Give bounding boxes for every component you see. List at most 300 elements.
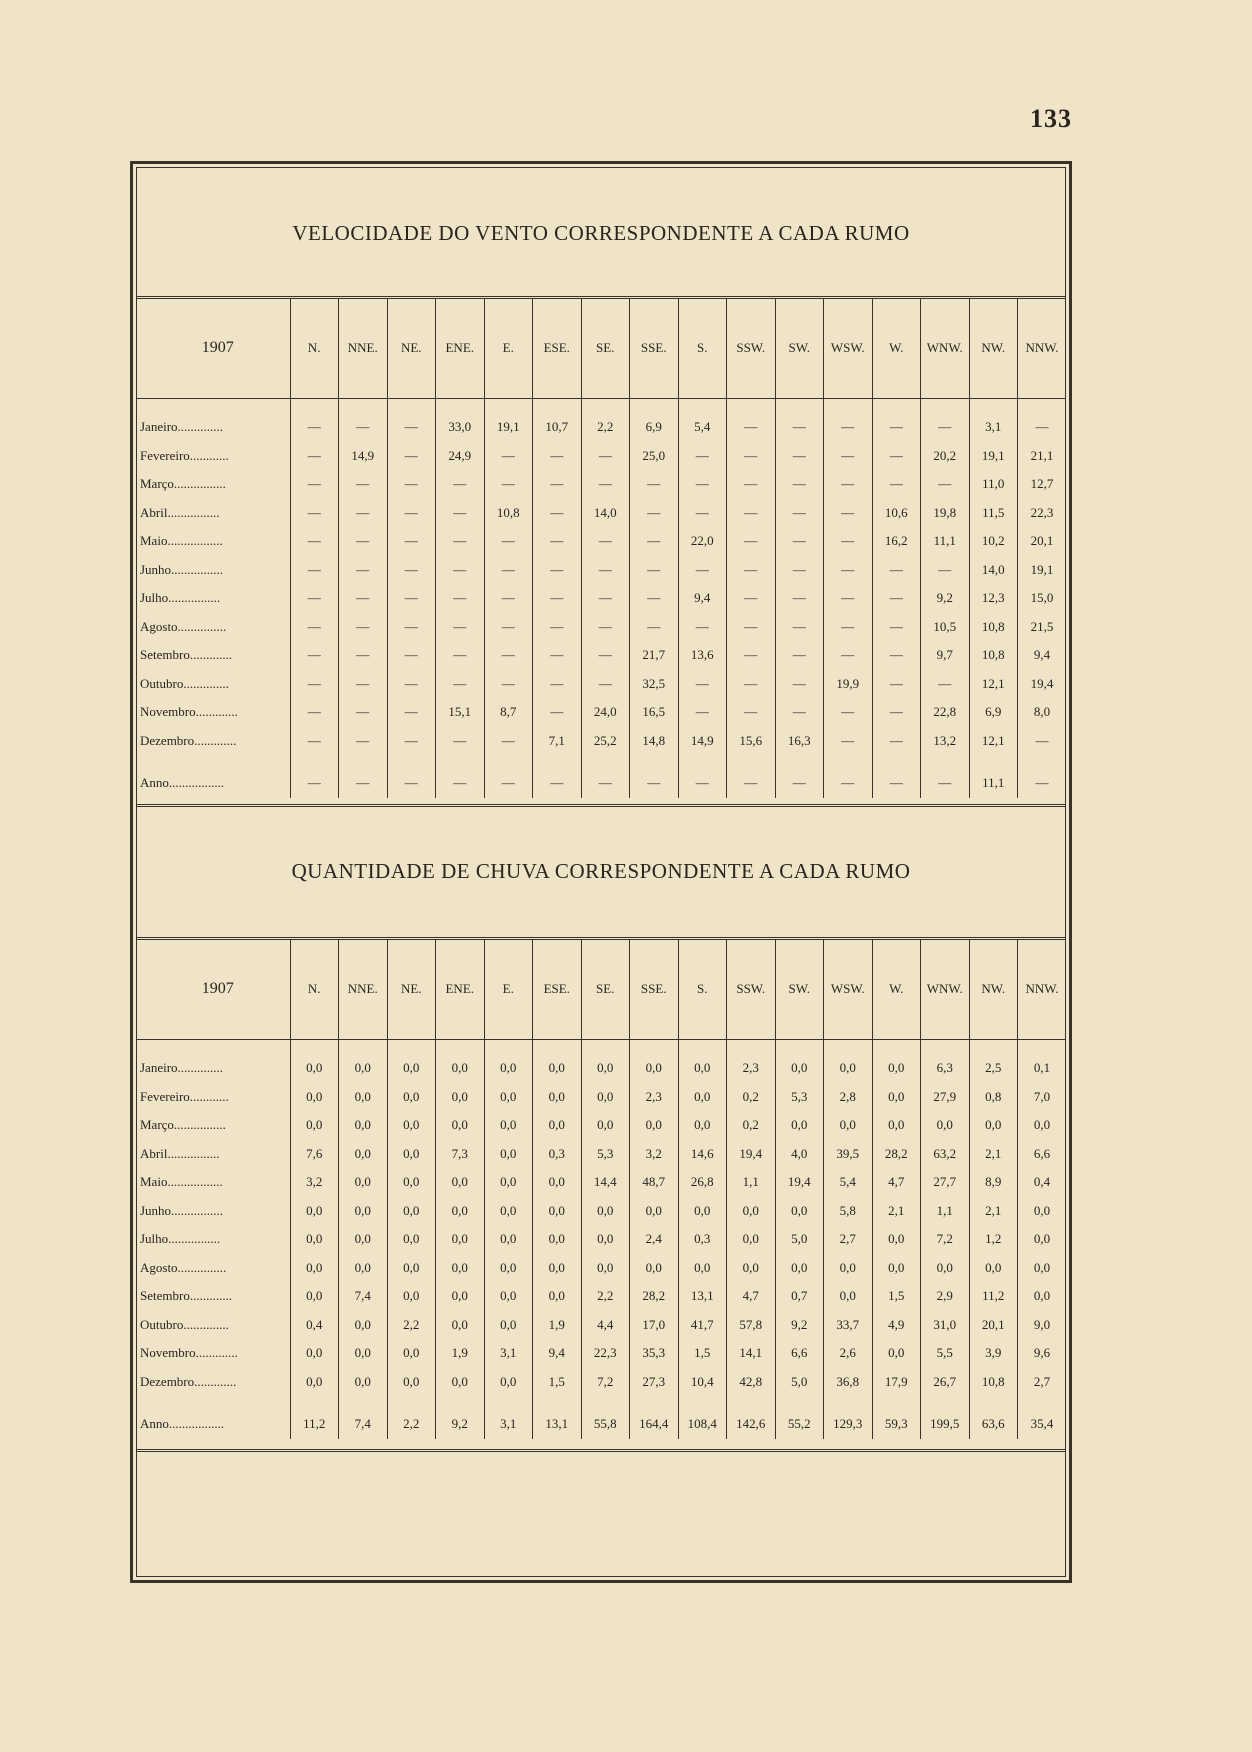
table-cell: — bbox=[775, 584, 824, 613]
rainfall-bottom-rule bbox=[136, 1449, 1066, 1452]
table-cell: 0,0 bbox=[339, 1368, 388, 1397]
table-cell: 9,2 bbox=[436, 1410, 485, 1439]
table-cell: 19,1 bbox=[969, 442, 1018, 471]
table-cell: 108,4 bbox=[678, 1410, 727, 1439]
table-cell: 0,0 bbox=[436, 1168, 485, 1197]
table-cell: — bbox=[290, 527, 339, 556]
table-cell: — bbox=[533, 499, 582, 528]
table-cell: 5,5 bbox=[921, 1339, 970, 1368]
table-row bbox=[136, 1054, 1066, 1083]
table-cell: — bbox=[1018, 727, 1067, 756]
table-cell: 14,1 bbox=[727, 1339, 776, 1368]
table-row bbox=[136, 1254, 1066, 1283]
table-cell: — bbox=[921, 556, 970, 585]
table-cell: 2,3 bbox=[727, 1054, 776, 1083]
table-cell: 63,6 bbox=[969, 1410, 1018, 1439]
table-row bbox=[136, 1368, 1066, 1397]
table-cell: — bbox=[387, 641, 436, 670]
table-cell: 0,0 bbox=[484, 1311, 533, 1340]
table-cell: — bbox=[436, 556, 485, 585]
table-cell: 2,9 bbox=[921, 1282, 970, 1311]
table-cell: 0,0 bbox=[1018, 1111, 1067, 1140]
table-cell: 0,0 bbox=[581, 1254, 630, 1283]
table-cell: — bbox=[436, 727, 485, 756]
table-cell: 0,0 bbox=[533, 1054, 582, 1083]
table-cell: — bbox=[678, 670, 727, 699]
table-cell: — bbox=[533, 769, 582, 798]
table-row bbox=[136, 1140, 1066, 1169]
table-cell: 0,0 bbox=[436, 1254, 485, 1283]
table-row bbox=[136, 1225, 1066, 1254]
table-cell: 0,3 bbox=[533, 1140, 582, 1169]
table-cell: — bbox=[872, 769, 921, 798]
table-cell: 11,1 bbox=[969, 769, 1018, 798]
table-cell: — bbox=[339, 584, 388, 613]
table-cell: 0,0 bbox=[387, 1282, 436, 1311]
table-cell: — bbox=[872, 556, 921, 585]
table-cell: 4,9 bbox=[872, 1311, 921, 1340]
table-row bbox=[136, 1083, 1066, 1112]
table-cell: 5,8 bbox=[824, 1197, 873, 1226]
table-cell: — bbox=[290, 698, 339, 727]
table-cell: 0,0 bbox=[387, 1140, 436, 1169]
table-cell: 1,9 bbox=[533, 1311, 582, 1340]
table-cell: 10,4 bbox=[678, 1368, 727, 1397]
table-cell: — bbox=[387, 698, 436, 727]
table-cell: 9,4 bbox=[533, 1339, 582, 1368]
table-cell: 9,4 bbox=[678, 584, 727, 613]
table-cell: 0,0 bbox=[484, 1140, 533, 1169]
table-cell: 13,2 bbox=[921, 727, 970, 756]
table-cell: 26,8 bbox=[678, 1168, 727, 1197]
table-cell: — bbox=[678, 769, 727, 798]
row-label: Anno................. bbox=[140, 1416, 225, 1432]
table-cell: 27,9 bbox=[921, 1083, 970, 1112]
row-label: Abril................ bbox=[140, 504, 220, 520]
table-cell: — bbox=[824, 470, 873, 499]
table-cell: — bbox=[533, 470, 582, 499]
table-cell: 10,8 bbox=[484, 499, 533, 528]
column-header: W. bbox=[872, 298, 921, 399]
table-cell: — bbox=[484, 442, 533, 471]
table-cell: 16,5 bbox=[630, 698, 679, 727]
row-label: Setembro............. bbox=[140, 1288, 233, 1304]
column-header: ENE. bbox=[436, 298, 485, 399]
table-cell: 0,0 bbox=[533, 1282, 582, 1311]
table-cell: — bbox=[630, 769, 679, 798]
column-header: NE. bbox=[387, 939, 436, 1040]
header-row bbox=[136, 298, 1066, 399]
table-cell: 0,8 bbox=[969, 1083, 1018, 1112]
table-cell: 6,9 bbox=[969, 698, 1018, 727]
rainfall-table bbox=[136, 939, 1066, 1439]
table-cell: — bbox=[290, 613, 339, 642]
table-cell: 35,3 bbox=[630, 1339, 679, 1368]
table-cell: 0,0 bbox=[678, 1111, 727, 1140]
table-cell: — bbox=[339, 670, 388, 699]
table-cell: 0,0 bbox=[290, 1083, 339, 1112]
column-header: E. bbox=[484, 298, 533, 399]
table-cell: 7,4 bbox=[339, 1410, 388, 1439]
table-cell: — bbox=[436, 769, 485, 798]
table-cell: 0,0 bbox=[630, 1254, 679, 1283]
table-cell: 0,0 bbox=[872, 1083, 921, 1112]
table-cell: 0,0 bbox=[533, 1111, 582, 1140]
table-cell: — bbox=[436, 470, 485, 499]
year-header: 1907 bbox=[201, 339, 234, 356]
table-cell: 25,0 bbox=[630, 442, 679, 471]
table-cell: — bbox=[678, 470, 727, 499]
column-header: NNW. bbox=[1018, 298, 1067, 399]
table-cell: 0,0 bbox=[339, 1083, 388, 1112]
table-cell: — bbox=[872, 442, 921, 471]
table-cell: — bbox=[339, 769, 388, 798]
table-cell: 10,8 bbox=[969, 1368, 1018, 1397]
table-cell: — bbox=[339, 413, 388, 442]
table-cell: — bbox=[533, 442, 582, 471]
table-cell: 0,0 bbox=[290, 1368, 339, 1397]
table-cell: 2,6 bbox=[824, 1339, 873, 1368]
column-header: W. bbox=[872, 939, 921, 1040]
table-cell: — bbox=[436, 584, 485, 613]
table-cell: — bbox=[678, 613, 727, 642]
table-cell: 5,3 bbox=[775, 1083, 824, 1112]
column-header: ESE. bbox=[533, 939, 582, 1040]
table-cell: 4,0 bbox=[775, 1140, 824, 1169]
table-cell: — bbox=[630, 556, 679, 585]
table-cell: — bbox=[484, 584, 533, 613]
table-cell: 57,8 bbox=[727, 1311, 776, 1340]
table-cell: 0,0 bbox=[290, 1111, 339, 1140]
year-header: 1907 bbox=[201, 980, 234, 997]
table-cell: 0,0 bbox=[581, 1054, 630, 1083]
table-cell: 0,0 bbox=[339, 1225, 388, 1254]
table-cell: — bbox=[824, 698, 873, 727]
table-cell: 0,0 bbox=[484, 1225, 533, 1254]
table-cell: 164,4 bbox=[630, 1410, 679, 1439]
table-cell: 2,2 bbox=[581, 1282, 630, 1311]
table-cell: 59,3 bbox=[872, 1410, 921, 1439]
column-header: N. bbox=[290, 939, 339, 1040]
table-cell: 41,7 bbox=[678, 1311, 727, 1340]
table-cell: 0,0 bbox=[484, 1054, 533, 1083]
table-cell: — bbox=[290, 556, 339, 585]
table-cell: — bbox=[872, 727, 921, 756]
table-cell: — bbox=[921, 470, 970, 499]
row-label: Março................ bbox=[140, 476, 226, 492]
table-cell: 10,8 bbox=[969, 613, 1018, 642]
column-header: SSE. bbox=[630, 939, 679, 1040]
column-header: SSE. bbox=[630, 298, 679, 399]
table-cell: — bbox=[484, 613, 533, 642]
column-header: SSW. bbox=[727, 298, 776, 399]
table-row bbox=[136, 1311, 1066, 1340]
table-cell: 21,7 bbox=[630, 641, 679, 670]
table-cell: 24,9 bbox=[436, 442, 485, 471]
row-label: Novembro............. bbox=[140, 1345, 238, 1361]
table-cell: — bbox=[290, 413, 339, 442]
total-row bbox=[136, 769, 1066, 798]
column-header: NE. bbox=[387, 298, 436, 399]
row-label: Setembro............. bbox=[140, 647, 233, 663]
table-cell: — bbox=[290, 727, 339, 756]
table-cell: — bbox=[436, 527, 485, 556]
table-cell: 0,0 bbox=[290, 1339, 339, 1368]
table-cell: 20,2 bbox=[921, 442, 970, 471]
row-label: Março................ bbox=[140, 1117, 226, 1133]
table-cell: — bbox=[678, 442, 727, 471]
column-header: NNE. bbox=[339, 939, 388, 1040]
table-cell: 129,3 bbox=[824, 1410, 873, 1439]
table-cell: — bbox=[436, 499, 485, 528]
table-cell: 0,0 bbox=[678, 1054, 727, 1083]
table-cell: — bbox=[290, 584, 339, 613]
row-label: Maio................. bbox=[140, 533, 223, 549]
table-cell: 2,1 bbox=[969, 1197, 1018, 1226]
table-cell: — bbox=[727, 470, 776, 499]
table-cell: — bbox=[727, 442, 776, 471]
table-cell: 16,3 bbox=[775, 727, 824, 756]
table-cell: — bbox=[484, 670, 533, 699]
table-cell: 0,0 bbox=[872, 1111, 921, 1140]
table-cell: 11,5 bbox=[969, 499, 1018, 528]
table-cell: 0,0 bbox=[339, 1311, 388, 1340]
table-cell: 7,1 bbox=[533, 727, 582, 756]
table-cell: 0,0 bbox=[533, 1168, 582, 1197]
table-cell: 19,8 bbox=[921, 499, 970, 528]
row-label: Dezembro............. bbox=[140, 732, 237, 748]
table-cell: 3,9 bbox=[969, 1339, 1018, 1368]
table-cell: — bbox=[727, 698, 776, 727]
table-cell: 0,0 bbox=[1018, 1197, 1067, 1226]
table-cell: 0,0 bbox=[484, 1254, 533, 1283]
table-cell: — bbox=[775, 413, 824, 442]
table-cell: 0,2 bbox=[727, 1111, 776, 1140]
table-cell: — bbox=[339, 727, 388, 756]
table-cell: — bbox=[727, 584, 776, 613]
table-cell: 13,6 bbox=[678, 641, 727, 670]
table-cell: 0,0 bbox=[824, 1282, 873, 1311]
table-cell: 19,4 bbox=[727, 1140, 776, 1169]
table-cell: — bbox=[387, 527, 436, 556]
table-row bbox=[136, 641, 1066, 670]
table-cell: — bbox=[387, 556, 436, 585]
wind-speed-title: VELOCIDADE DO VENTO CORRESPONDENTE A CADA RUMO bbox=[292, 221, 910, 245]
table-row bbox=[136, 413, 1066, 442]
table-cell: — bbox=[436, 641, 485, 670]
column-header: WSW. bbox=[824, 298, 873, 399]
table-cell: 7,2 bbox=[921, 1225, 970, 1254]
table-cell: 0,0 bbox=[339, 1168, 388, 1197]
table-cell: 0,4 bbox=[290, 1311, 339, 1340]
table-cell: 0,0 bbox=[339, 1197, 388, 1226]
table-cell: 0,0 bbox=[436, 1368, 485, 1397]
table-cell: 7,3 bbox=[436, 1140, 485, 1169]
column-header: N. bbox=[290, 298, 339, 399]
table-cell: 25,2 bbox=[581, 727, 630, 756]
table-cell: — bbox=[387, 670, 436, 699]
table-cell: — bbox=[775, 769, 824, 798]
table-cell: 0,0 bbox=[436, 1054, 485, 1083]
table-cell: — bbox=[484, 527, 533, 556]
table-cell: 0,0 bbox=[727, 1225, 776, 1254]
table-cell: 1,1 bbox=[921, 1197, 970, 1226]
table-cell: — bbox=[387, 413, 436, 442]
table-cell: — bbox=[872, 670, 921, 699]
table-cell: — bbox=[533, 613, 582, 642]
table-cell: 9,4 bbox=[1018, 641, 1067, 670]
table-cell: 63,2 bbox=[921, 1140, 970, 1169]
table-cell: 0,0 bbox=[775, 1197, 824, 1226]
table-cell: 0,0 bbox=[290, 1197, 339, 1226]
table-cell: — bbox=[824, 769, 873, 798]
table-cell: 0,0 bbox=[727, 1254, 776, 1283]
table-cell: 10,6 bbox=[872, 499, 921, 528]
header-row bbox=[136, 939, 1066, 1040]
table-cell: 11,1 bbox=[921, 527, 970, 556]
table-cell: — bbox=[630, 527, 679, 556]
table-row bbox=[136, 1282, 1066, 1311]
table-cell: — bbox=[775, 442, 824, 471]
row-label: Novembro............. bbox=[140, 704, 238, 720]
table-cell: 0,7 bbox=[775, 1282, 824, 1311]
table-row bbox=[136, 499, 1066, 528]
column-header: S. bbox=[678, 298, 727, 399]
column-header: ESE. bbox=[533, 298, 582, 399]
table-cell: — bbox=[872, 698, 921, 727]
table-cell: 2,2 bbox=[387, 1410, 436, 1439]
table-cell: 3,1 bbox=[969, 413, 1018, 442]
row-label: Fevereiro............ bbox=[140, 447, 229, 463]
table-cell: 19,1 bbox=[1018, 556, 1067, 585]
table-cell: 21,5 bbox=[1018, 613, 1067, 642]
table-row bbox=[136, 527, 1066, 556]
table-cell: 26,7 bbox=[921, 1368, 970, 1397]
table-cell: 14,8 bbox=[630, 727, 679, 756]
table-cell: — bbox=[484, 727, 533, 756]
table-cell: 12,1 bbox=[969, 727, 1018, 756]
row-label: Anno................. bbox=[140, 775, 225, 791]
table-cell: 0,0 bbox=[921, 1254, 970, 1283]
row-label: Julho................ bbox=[140, 1231, 221, 1247]
table-cell: 22,8 bbox=[921, 698, 970, 727]
table-cell: 35,4 bbox=[1018, 1410, 1067, 1439]
table-row bbox=[136, 1168, 1066, 1197]
table-cell: 2,7 bbox=[824, 1225, 873, 1254]
table-cell: 7,2 bbox=[581, 1368, 630, 1397]
table-cell: 0,0 bbox=[969, 1111, 1018, 1140]
table-cell: 27,3 bbox=[630, 1368, 679, 1397]
row-label: Dezembro............. bbox=[140, 1373, 237, 1389]
table-cell: 22,3 bbox=[581, 1339, 630, 1368]
table-row bbox=[136, 1111, 1066, 1140]
table-cell: 5,3 bbox=[581, 1140, 630, 1169]
table-cell: 20,1 bbox=[1018, 527, 1067, 556]
table-cell: 0,0 bbox=[290, 1282, 339, 1311]
table-cell: 0,0 bbox=[921, 1111, 970, 1140]
table-cell: 14,0 bbox=[969, 556, 1018, 585]
table-cell: — bbox=[339, 499, 388, 528]
table-cell: — bbox=[436, 613, 485, 642]
table-cell: 11,0 bbox=[969, 470, 1018, 499]
table-cell: — bbox=[921, 670, 970, 699]
table-cell: 1,5 bbox=[678, 1339, 727, 1368]
table-cell: — bbox=[872, 641, 921, 670]
table-cell: — bbox=[436, 670, 485, 699]
table-cell: 0,0 bbox=[387, 1339, 436, 1368]
row-label: Janeiro.............. bbox=[140, 419, 224, 435]
table-cell: 13,1 bbox=[533, 1410, 582, 1439]
table-cell: 0,0 bbox=[533, 1083, 582, 1112]
table-cell: — bbox=[921, 413, 970, 442]
table-cell: — bbox=[630, 470, 679, 499]
table-cell: — bbox=[484, 641, 533, 670]
table-cell: — bbox=[387, 470, 436, 499]
column-header: NW. bbox=[969, 939, 1018, 1040]
rainfall-title: QUANTIDADE DE CHUVA CORRESPONDENTE A CADA RUMO bbox=[291, 859, 911, 883]
table-row bbox=[136, 698, 1066, 727]
table-cell: 0,0 bbox=[484, 1282, 533, 1311]
table-cell: — bbox=[727, 641, 776, 670]
table-row bbox=[136, 1339, 1066, 1368]
table-row bbox=[136, 442, 1066, 471]
table-cell: 0,0 bbox=[339, 1111, 388, 1140]
table-cell: — bbox=[872, 584, 921, 613]
column-header: WNW. bbox=[921, 939, 970, 1040]
table-cell: — bbox=[824, 613, 873, 642]
table-cell: — bbox=[533, 584, 582, 613]
table-cell: 32,5 bbox=[630, 670, 679, 699]
table-cell: 0,0 bbox=[484, 1368, 533, 1397]
table-cell: 0,0 bbox=[387, 1168, 436, 1197]
table-cell: — bbox=[290, 499, 339, 528]
table-cell: 0,0 bbox=[387, 1368, 436, 1397]
table-cell: 2,3 bbox=[630, 1083, 679, 1112]
table-cell: 0,0 bbox=[339, 1054, 388, 1083]
table-cell: 0,0 bbox=[533, 1225, 582, 1254]
table-cell: — bbox=[775, 470, 824, 499]
table-cell: 11,2 bbox=[969, 1282, 1018, 1311]
table-cell: 0,0 bbox=[533, 1197, 582, 1226]
table-cell: 2,1 bbox=[872, 1197, 921, 1226]
table-cell: — bbox=[339, 527, 388, 556]
table-cell: 0,0 bbox=[872, 1339, 921, 1368]
table-cell: — bbox=[290, 470, 339, 499]
table-cell: 15,6 bbox=[727, 727, 776, 756]
column-header: E. bbox=[484, 939, 533, 1040]
table-cell: 33,7 bbox=[824, 1311, 873, 1340]
table-cell: 55,8 bbox=[581, 1410, 630, 1439]
table-cell: 28,2 bbox=[630, 1282, 679, 1311]
table-cell: — bbox=[630, 499, 679, 528]
table-cell: — bbox=[727, 413, 776, 442]
table-cell: 8,7 bbox=[484, 698, 533, 727]
table-cell: — bbox=[775, 499, 824, 528]
table-cell: — bbox=[533, 698, 582, 727]
table-cell: — bbox=[824, 727, 873, 756]
table-cell: — bbox=[775, 670, 824, 699]
table-cell: 0,0 bbox=[824, 1111, 873, 1140]
row-label: Fevereiro............ bbox=[140, 1088, 229, 1104]
table-cell: 19,4 bbox=[775, 1168, 824, 1197]
table-cell: 0,0 bbox=[969, 1254, 1018, 1283]
table-cell: 0,4 bbox=[1018, 1168, 1067, 1197]
table-cell: 199,5 bbox=[921, 1410, 970, 1439]
table-cell: 19,9 bbox=[824, 670, 873, 699]
table-cell: 3,2 bbox=[630, 1140, 679, 1169]
table-cell: — bbox=[727, 527, 776, 556]
table-cell: 0,0 bbox=[775, 1111, 824, 1140]
